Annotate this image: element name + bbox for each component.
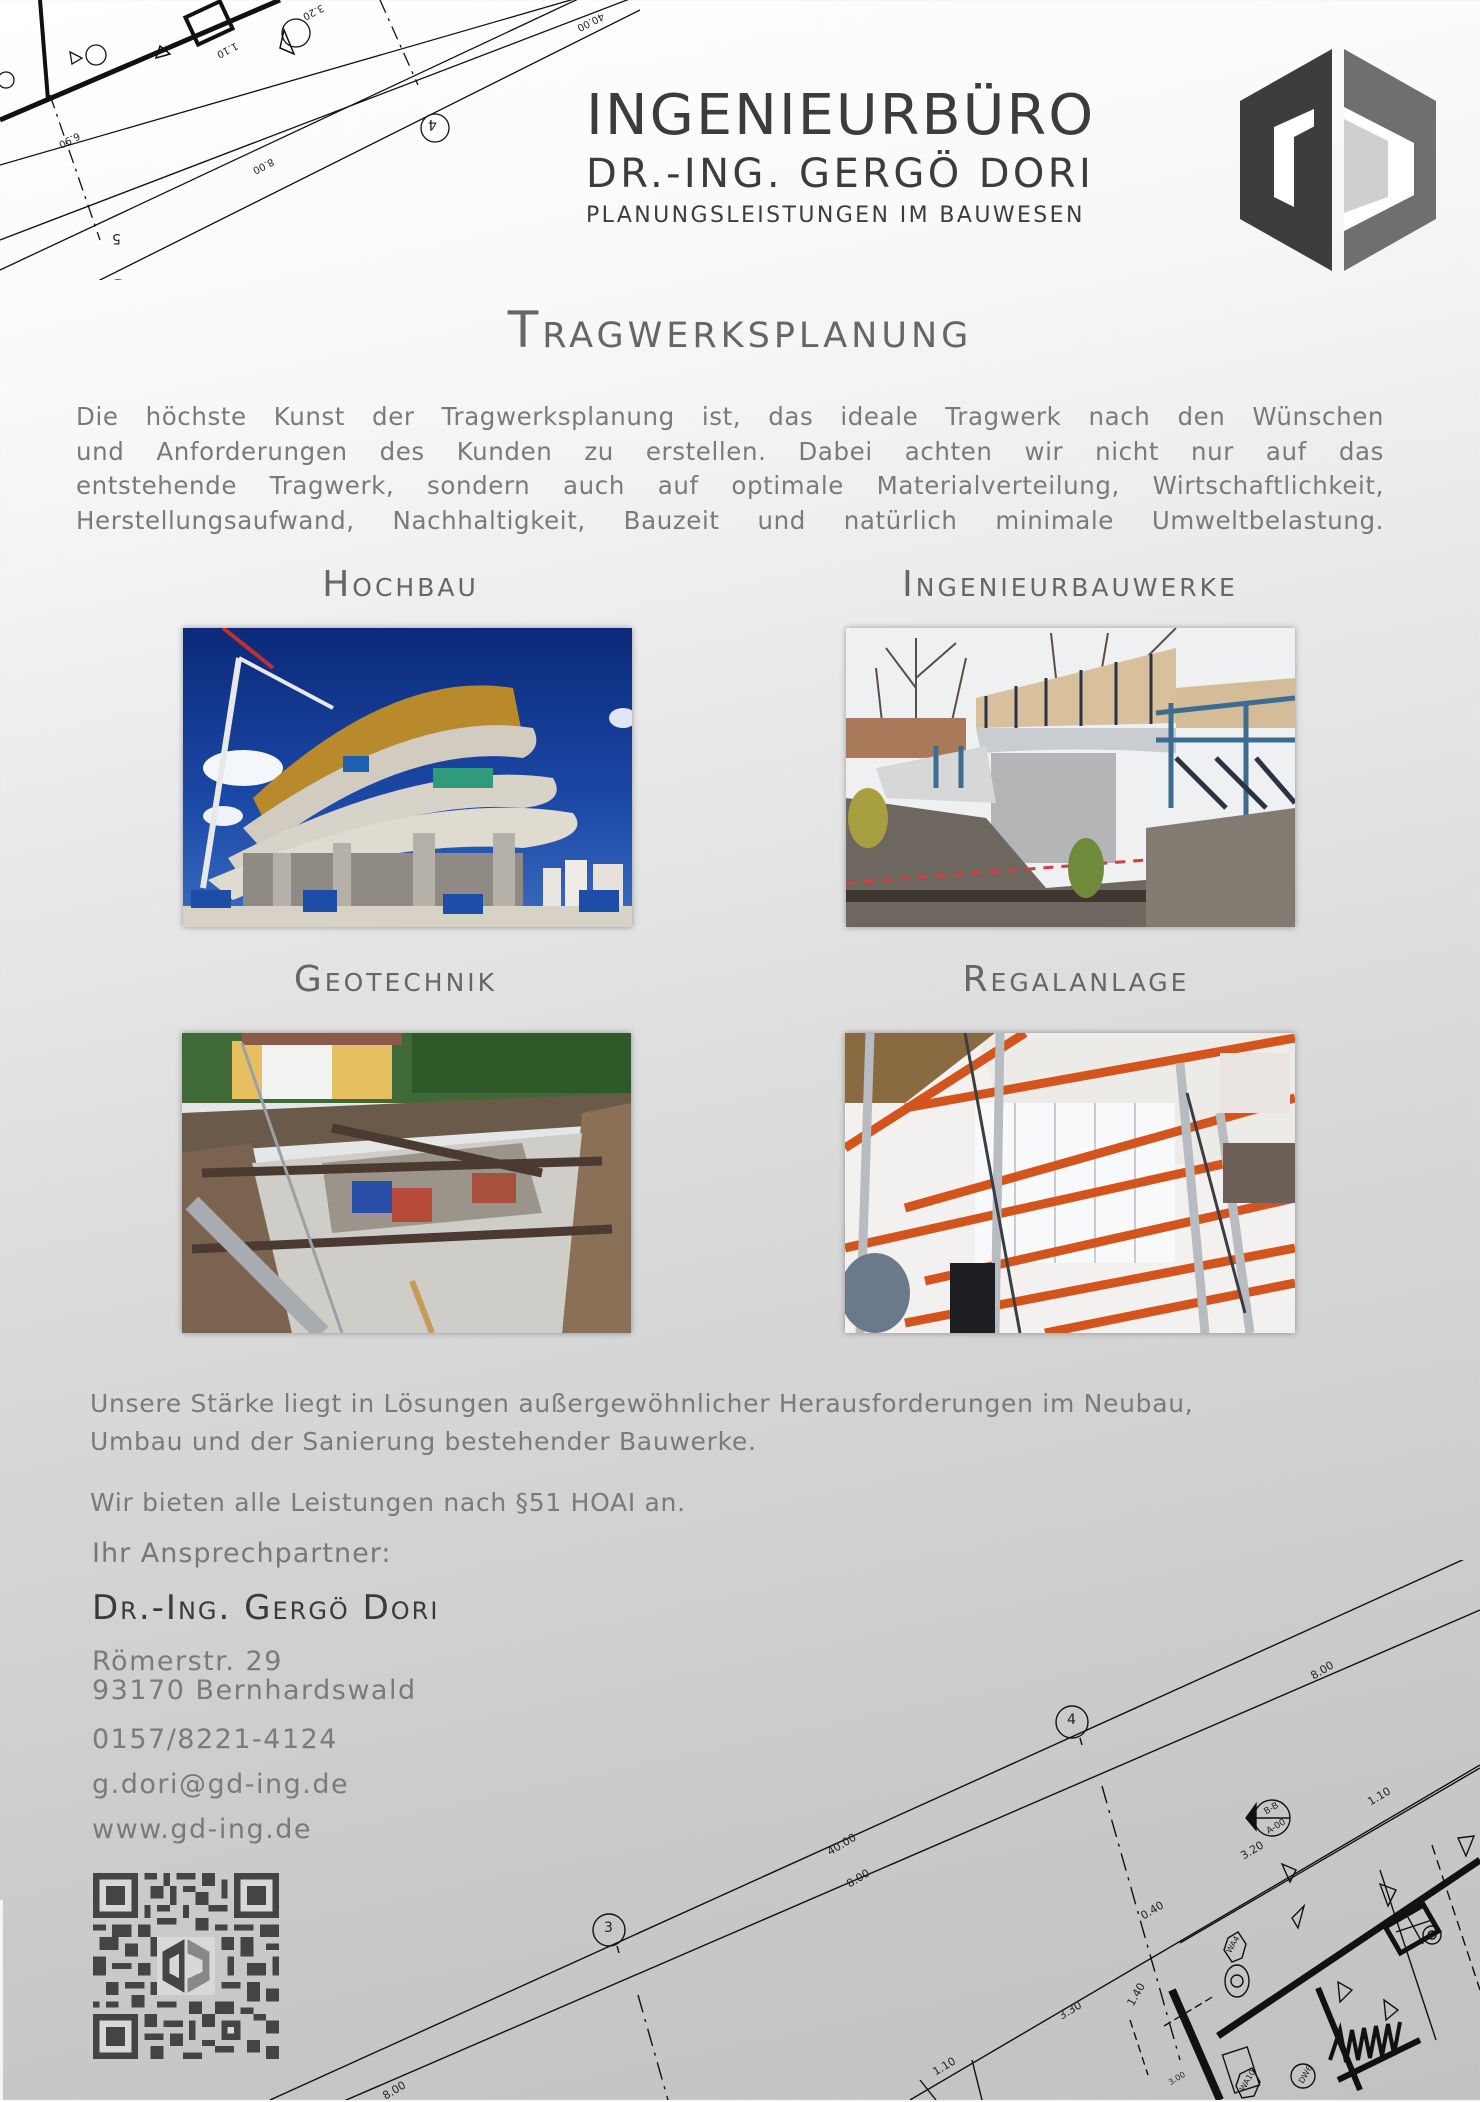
- company-name: INGENIEURBÜRO: [586, 83, 1096, 148]
- blueprint-tag: WA4: [1224, 1934, 1242, 1955]
- blueprint-tag: WA10: [1237, 2068, 1258, 2093]
- blueprint-decoration-top: [0, 0, 640, 280]
- contact-street: Römerstr. 29: [92, 1646, 283, 1677]
- contact-city: 93170 Bernhardswald: [92, 1675, 417, 1706]
- blueprint-axis-5: 5: [112, 230, 121, 246]
- company-brand: [586, 84, 1198, 230]
- blueprint-axis-3: 3: [604, 1920, 613, 1936]
- excavation-pit-photo: [182, 1033, 631, 1333]
- gd-hexagon-logo-icon: [1238, 47, 1438, 271]
- blueprint-dim: 0.40: [1138, 1898, 1167, 1923]
- blueprint-dim: 3.30: [1056, 1998, 1085, 2023]
- blueprint-axis-4: 4: [428, 116, 437, 132]
- intro-paragraph: [76, 400, 1384, 538]
- blueprint-dim: 1.10: [214, 39, 240, 60]
- contact-name: Dr.-Ing. Gergö Dori: [92, 1588, 440, 1628]
- services-text: Wir bieten alle Leistungen nach §51 HOAI an.: [90, 1488, 686, 1517]
- company-tagline: PLANUNGSLEISTUNGEN IM BAUWESEN: [586, 203, 1085, 228]
- strength-line: Unsere Stärke liegt in Lösungen außergewöhnlicher Herausforderungen im Neubau,: [90, 1389, 1194, 1418]
- blueprint-dim: 1.40: [1124, 1980, 1149, 2009]
- category-heading-regalanlage: Regalanlage: [962, 959, 1190, 1000]
- category-heading-geotechnik: Geotechnik: [293, 959, 498, 1000]
- blueprint-section-bottom: A-00: [1264, 1817, 1288, 1837]
- page-edge-strip: [0, 1900, 3, 2100]
- warehouse-racking-photo: [845, 1033, 1295, 1333]
- blueprint-dim: 40.00: [575, 10, 606, 33]
- intro-line: Die höchste Kunst der Tragwerksplanung ist, das ideale Tragwerk nach den Wünschen: [76, 402, 1384, 431]
- blueprint-section-top: B-B: [1262, 1800, 1281, 1818]
- blueprint-dim: 1.10: [1365, 1784, 1394, 1809]
- blueprint-dim: 8.00: [844, 1866, 873, 1891]
- company-owner: DR.-ING. GERGÖ DORI: [586, 151, 1095, 197]
- blueprint-tag: DW6: [1296, 2063, 1315, 2086]
- blueprint-dim: 1.10: [930, 2054, 959, 2079]
- strength-paragraph: [90, 1385, 1390, 1461]
- intro-line: entstehende Tragwerk, sondern auch auf optimale Materialverteilung, Wirtschaftlichkeit,: [76, 471, 1384, 500]
- contact-website[interactable]: www.gd-ing.de: [92, 1814, 312, 1845]
- blueprint-dim: 3.20: [300, 1, 326, 22]
- blueprint-dim: 8.00: [250, 155, 276, 176]
- contact-phone[interactable]: 0157/8221-4124: [92, 1724, 338, 1755]
- blueprint-axis-4: 4: [1067, 1712, 1076, 1728]
- building-under-construction-photo: [183, 628, 632, 927]
- bridge-construction-photo: [846, 628, 1295, 927]
- blueprint-tag: 3.00: [1166, 2070, 1187, 2087]
- strength-line: Umbau und der Sanierung bestehender Bauwerke.: [90, 1427, 757, 1456]
- qr-code-icon[interactable]: [93, 1873, 279, 2059]
- intro-line: Herstellungsaufwand, Nachhaltigkeit, Bauzeit und natürlich minimale Umweltbelastung.: [76, 505, 1384, 535]
- category-heading-ingenieurbauwerke: Ingenieurbauwerke: [902, 564, 1238, 605]
- contact-email[interactable]: g.dori@gd-ing.de: [92, 1769, 350, 1800]
- category-heading-hochbau: Hochbau: [322, 564, 479, 605]
- intro-line: und Anforderungen des Kunden zu erstellen. Dabei achten wir nicht nur auf das: [76, 436, 1384, 466]
- blueprint-dim: 6.90: [56, 129, 82, 150]
- blueprint-dim: 40.00: [824, 1830, 859, 1859]
- blueprint-dim: 8.00: [380, 2078, 409, 2102]
- contact-label: Ihr Ansprechpartner:: [92, 1538, 392, 1569]
- blueprint-dim: 8.00: [1308, 1658, 1337, 1683]
- blueprint-dim: 3.20: [1238, 1838, 1267, 1863]
- page-title: Tragwerksplanung: [507, 301, 973, 359]
